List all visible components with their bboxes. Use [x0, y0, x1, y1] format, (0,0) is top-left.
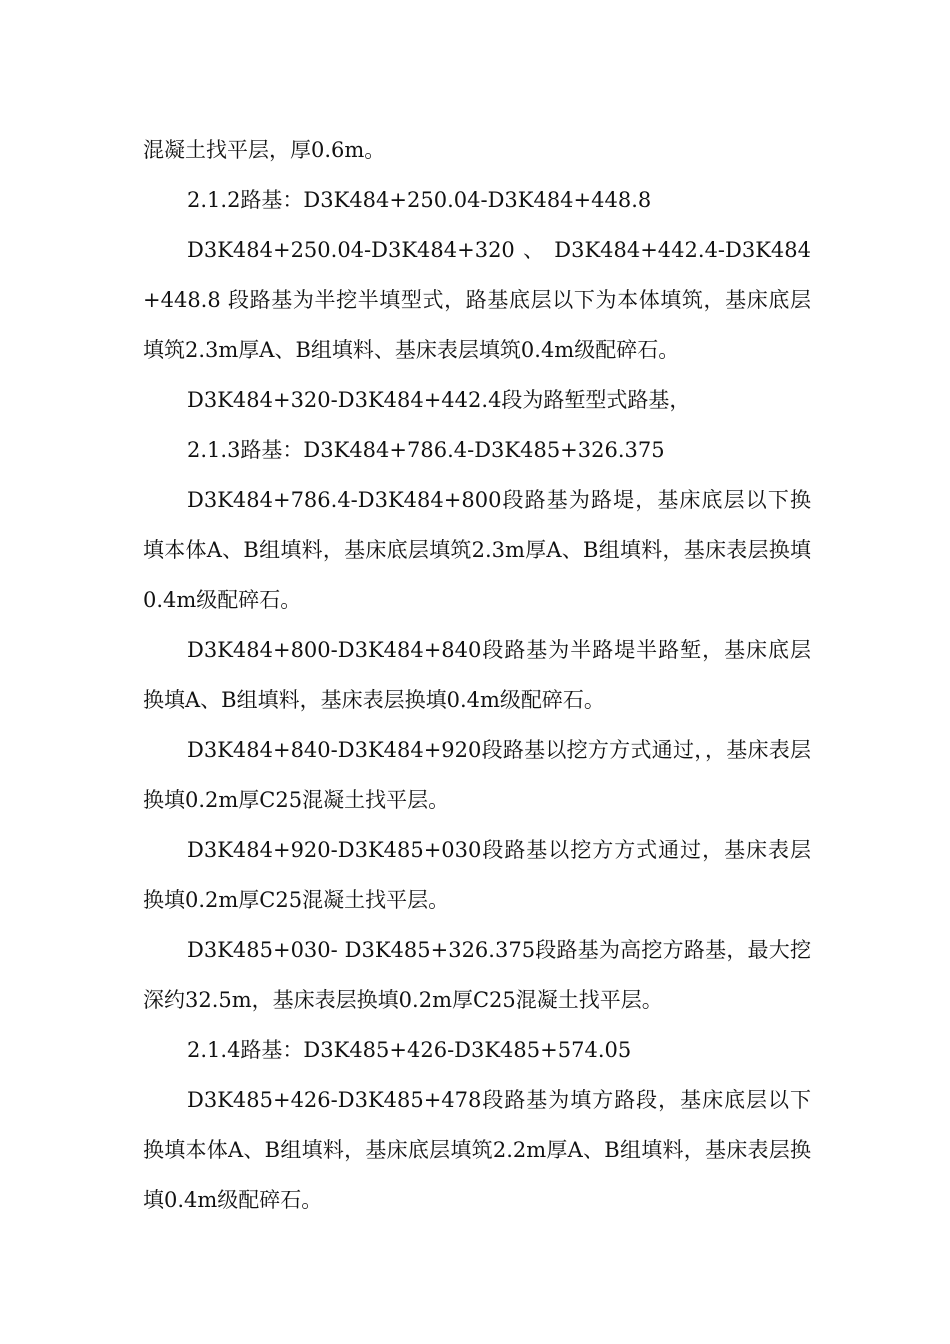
paragraph-12: D3K485+426-D3K485+478段路基为填方路段，基床底层以下换填本体A、B组填料，基床底层填筑2.2m厚A、B组填料，基床表层换填0.4m级配碎石。: [143, 1088, 811, 1212]
section-heading-2-1-3: 2.1.3路基：D3K484+786.4-D3K485+326.375: [187, 438, 665, 462]
section-heading-2-1-4: 2.1.4路基：D3K485+426-D3K485+574.05: [187, 1038, 632, 1062]
paragraph-3: D3K484+250.04-D3K484+320 、 D3K484+442.4-D3K484+448.8 段路基为半挖半填型式，路基底层以下为本体填筑，基床底层填筑2.3m厚A、B组填料、基床表层填筑0.4m级配碎石。: [143, 238, 811, 362]
document-body: [143, 125, 811, 1225]
paragraph-7: D3K484+800-D3K484+840段路基为半路堤半路堑，基床底层换填A、B组填料，基床表层换填0.4m级配碎石。: [143, 638, 811, 712]
paragraph-6: D3K484+786.4-D3K484+800段路基为路堤，基床底层以下换填本体A、B组填料，基床底层填筑2.3m厚A、B组填料，基床表层换填0.4m级配碎石。: [143, 488, 811, 612]
paragraph-1: 混凝土找平层，厚0.6m。: [143, 138, 386, 162]
section-heading-2-1-2: 2.1.2路基：D3K484+250.04-D3K484+448.8: [187, 188, 652, 212]
paragraph-8: D3K484+840-D3K484+920段路基以挖方方式通过，，基床表层换填0.2m厚C25混凝土找平层。: [143, 738, 811, 812]
paragraph-9: D3K484+920-D3K485+030段路基以挖方方式通过，基床表层换填0.2m厚C25混凝土找平层。: [143, 838, 811, 912]
paragraph-4: D3K484+320-D3K484+442.4段为路堑型式路基，: [187, 388, 691, 412]
paragraph-10: D3K485+030- D3K485+326.375段路基为高挖方路基，最大挖深约32.5m，基床表层换填0.2m厚C25混凝土找平层。: [143, 938, 811, 1012]
